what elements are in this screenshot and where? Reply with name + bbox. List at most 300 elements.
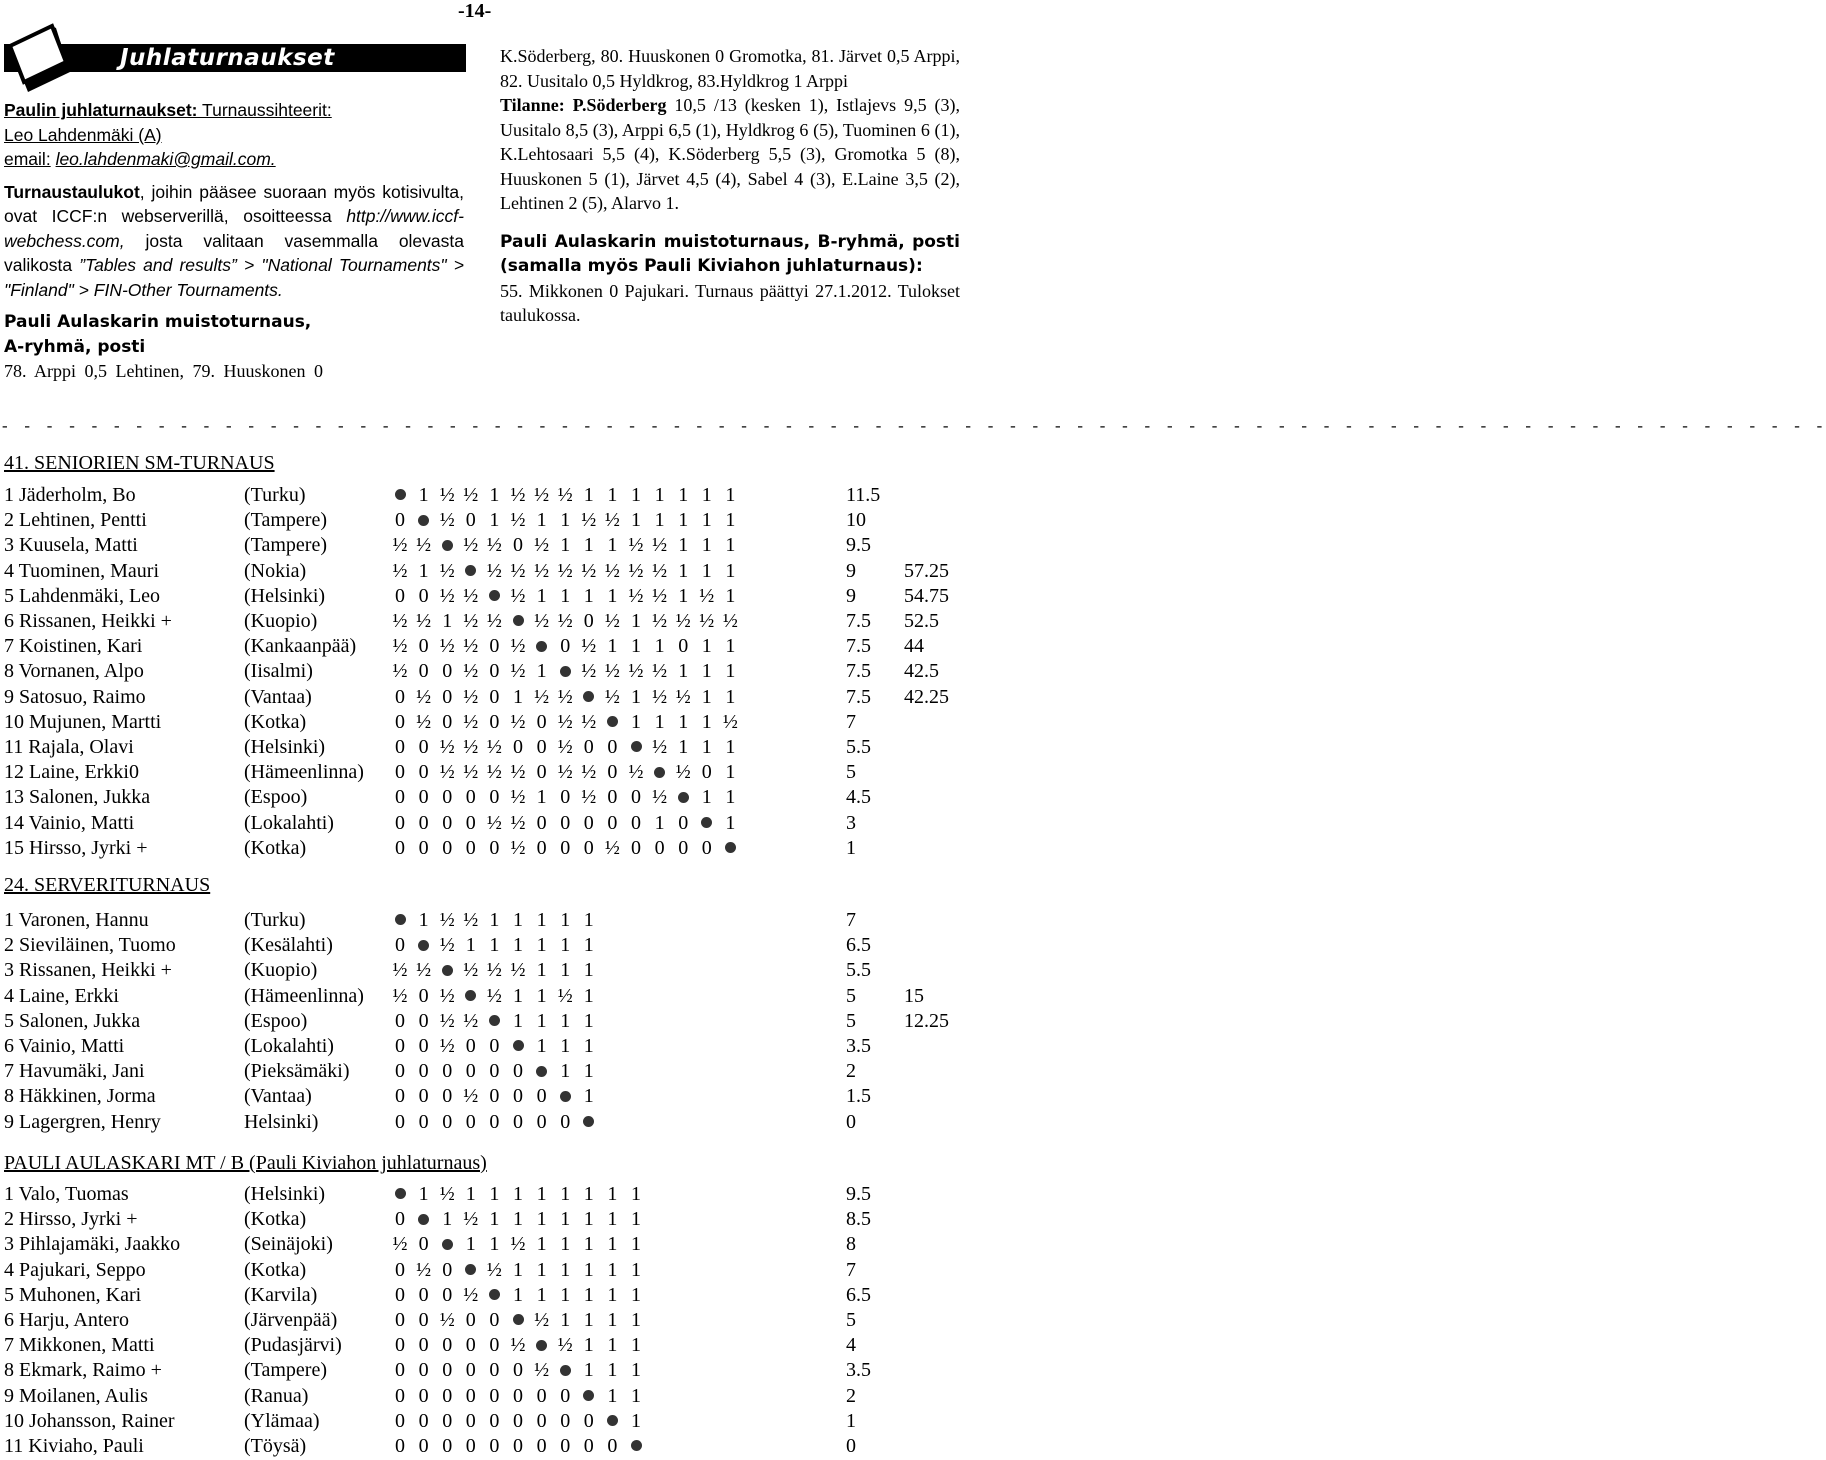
result-cell: 1 (701, 710, 712, 733)
result-cell: 0 (442, 1409, 453, 1432)
total-points: 1 (846, 1409, 856, 1432)
result-cell: ½ (557, 984, 573, 1007)
intro-rest: Turnaussihteerit: (197, 100, 332, 120)
self-cell-dot-icon (607, 1415, 618, 1426)
result-cell: 1 (607, 1359, 618, 1382)
total-points: 5 (846, 761, 856, 784)
self-cell-dot-icon (678, 792, 689, 803)
result-cell: 1 (560, 1035, 571, 1057)
result-cell: 1 (489, 509, 500, 532)
player-name: 5 Muhonen, Kari (4, 1283, 142, 1306)
self-cell-dot-icon (418, 515, 429, 526)
result-cell: ½ (557, 685, 573, 708)
result-cell: 0 (395, 710, 405, 733)
player-name: 2 Lehtinen, Pentti (4, 509, 147, 532)
result-cell: 1 (583, 984, 594, 1007)
result-cell (459, 559, 483, 584)
result-cell: ½ (604, 559, 620, 582)
total-points: 9 (846, 559, 856, 582)
group-a-heading (4, 310, 464, 359)
result-cell: 0 (607, 811, 618, 834)
intro-bold: Paulin juhlaturnaukset: (4, 100, 198, 120)
result-cell: 0 (395, 811, 405, 834)
total-points: 6.5 (846, 934, 871, 957)
result-cell: 1 (465, 1183, 476, 1205)
result-cell: ½ (699, 610, 715, 632)
player-name: 10 Johansson, Rainer (4, 1409, 175, 1432)
left-column (4, 98, 464, 384)
result-cell: 1 (583, 1208, 594, 1231)
result-cell: 0 (465, 1110, 476, 1133)
result-cell: 0 (418, 811, 429, 834)
result-cell: 0 (418, 786, 429, 809)
result-cell: 0 (536, 1085, 547, 1108)
result-cell: 1 (631, 1183, 641, 1205)
result-cell: 0 (418, 635, 429, 658)
result-cell: 0 (560, 1384, 571, 1407)
result-cell: 0 (583, 610, 594, 632)
tiebreak-score: 42.5 (904, 660, 939, 683)
result-cell: ½ (439, 584, 455, 607)
result-cell: 0 (442, 685, 453, 708)
result-cell: ½ (534, 534, 550, 557)
player-name: 2 Hirsso, Jyrki + (4, 1208, 138, 1231)
result-cell: 1 (701, 635, 712, 658)
player-name: 8 Vornanen, Alpo (4, 660, 144, 683)
result-cell: 1 (560, 1233, 571, 1256)
result-cell: ½ (486, 959, 502, 982)
result-cell: 1 (583, 959, 594, 982)
tiebreak-score: 52.5 (904, 610, 939, 632)
result-cell: 0 (442, 710, 453, 733)
tiebreak-score: 57.25 (904, 559, 949, 582)
self-cell-dot-icon (560, 1365, 571, 1376)
player-name: 8 Häkkinen, Jorma (4, 1085, 156, 1108)
result-cell: 1 (513, 1009, 523, 1032)
total-points: 7 (846, 1258, 856, 1281)
result-cell: 1 (678, 534, 689, 557)
result-cell: ½ (557, 559, 573, 582)
result-cell: 0 (395, 584, 405, 607)
total-points: 5 (846, 1009, 856, 1032)
result-cell: 0 (513, 1409, 523, 1432)
self-cell-dot-icon (583, 1390, 594, 1401)
result-cell: 1 (607, 484, 618, 506)
player-name: 7 Mikkonen, Matti (4, 1334, 155, 1357)
player-name: 7 Koistinen, Kari (4, 635, 143, 658)
result-cell: 1 (442, 1208, 453, 1231)
result-cell: ½ (392, 559, 408, 582)
result-cell: 0 (395, 836, 405, 859)
result-cell: 1 (583, 1283, 594, 1306)
result-cell: 0 (418, 1233, 429, 1256)
result-cell: 1 (631, 610, 641, 632)
table-title: 24. SERVERITURNAUS (4, 874, 211, 896)
result-cell: ½ (604, 509, 620, 532)
result-cell: ½ (486, 610, 502, 632)
result-cell (600, 1409, 624, 1434)
result-cell (553, 659, 577, 684)
player-name: 5 Salonen, Jukka (4, 1009, 141, 1032)
result-cell: 1 (583, 1085, 594, 1108)
result-cell: 0 (395, 1060, 405, 1083)
result-cell (530, 634, 554, 659)
player-name: 13 Salonen, Jukka (4, 786, 151, 809)
result-cell: 1 (583, 1060, 594, 1083)
player-name: 4 Tuominen, Mauri (4, 559, 160, 582)
total-points: 3.5 (846, 1359, 871, 1382)
result-cell: ½ (463, 1208, 479, 1231)
group-a-heading-line2: A-ryhmä, posti (4, 336, 146, 357)
self-cell-dot-icon (395, 489, 406, 500)
player-name: 10 Mujunen, Martti (4, 710, 162, 733)
player-name: 9 Moilanen, Aulis (4, 1384, 148, 1407)
result-cell: 0 (418, 984, 429, 1007)
result-cell: 0 (583, 1409, 594, 1432)
self-cell-dot-icon (631, 741, 642, 752)
tables-text-2: josta valitaan vasemmalla olevasta valikosta (4, 230, 464, 275)
result-cell: 1 (678, 736, 689, 758)
self-cell-dot-icon (513, 1040, 524, 1051)
result-cell: 0 (395, 1009, 405, 1032)
player-name: 15 Hirsso, Jyrki + (4, 836, 148, 859)
result-cell: 0 (395, 1283, 405, 1306)
result-cell: 1 (607, 534, 618, 557)
result-cell: 1 (631, 1409, 641, 1432)
result-cell: 1 (607, 1233, 618, 1256)
player-name: 1 Varonen, Hannu (4, 909, 149, 931)
result-cell (412, 508, 436, 533)
result-cell: 1 (678, 584, 689, 607)
total-points: 7.5 (846, 610, 871, 632)
result-cell: ½ (510, 786, 526, 809)
result-cell: ½ (652, 534, 668, 557)
tiebreak-score: 15 (904, 984, 924, 1007)
result-cell: ½ (486, 1258, 502, 1281)
player-name: 11 Kiviaho, Pauli (4, 1435, 144, 1457)
result-cell: 0 (465, 1035, 476, 1057)
player-city: (Vantaa) (244, 1085, 312, 1108)
standings-paragraph (500, 93, 960, 216)
result-cell (482, 584, 506, 609)
result-cell: ½ (510, 1233, 526, 1256)
result-cell: 0 (654, 836, 665, 859)
result-cell: 0 (442, 1384, 453, 1407)
result-cell: ½ (581, 710, 597, 733)
result-cell: ½ (463, 1085, 479, 1108)
result-cell (530, 1333, 554, 1358)
result-cell: 0 (418, 1309, 429, 1331)
result-cell: 0 (513, 1384, 523, 1407)
result-cell (671, 785, 695, 810)
result-cell: ½ (581, 559, 597, 582)
player-city: (Karvila) (244, 1283, 318, 1306)
result-cell: ½ (652, 610, 668, 632)
result-cell: 1 (607, 1258, 618, 1281)
result-cell: 0 (465, 1359, 476, 1382)
result-cell: 0 (418, 736, 429, 758)
self-cell-dot-icon (489, 1015, 500, 1026)
total-points: 9 (846, 584, 856, 607)
result-cell (412, 933, 436, 958)
result-cell: 1 (725, 484, 736, 506)
result-cell: 1 (560, 959, 571, 982)
result-cell: 0 (631, 836, 641, 859)
result-cell: 1 (654, 509, 665, 532)
result-cell: 0 (513, 736, 523, 758)
self-cell-dot-icon (654, 767, 665, 778)
result-cell: ½ (486, 984, 502, 1007)
result-cell: ½ (581, 761, 597, 784)
result-cell: ½ (463, 1009, 479, 1032)
result-cell: 1 (560, 1258, 571, 1281)
result-cell: 1 (536, 1208, 547, 1231)
total-points: 2 (846, 1384, 856, 1407)
total-points: 6.5 (846, 1283, 871, 1306)
result-cell: ½ (392, 635, 408, 658)
player-city: (Seinäjoki) (244, 1233, 333, 1256)
player-city: (Kesälahti) (244, 934, 333, 957)
player-city: (Tampere) (244, 1359, 327, 1382)
result-cell (459, 1258, 483, 1283)
result-cell: ½ (439, 761, 455, 784)
result-cell: 0 (465, 786, 476, 809)
result-cell: ½ (463, 635, 479, 658)
result-cell: 0 (418, 1359, 429, 1382)
result-cell: 1 (678, 660, 689, 683)
result-cell: 1 (701, 660, 712, 683)
result-cell: ½ (652, 685, 668, 708)
result-cell: 0 (489, 1035, 500, 1057)
result-cell: ½ (463, 1283, 479, 1306)
result-cell: 0 (583, 736, 594, 758)
result-cell (600, 710, 624, 735)
result-cell: ½ (534, 685, 550, 708)
result-cell: 0 (489, 685, 500, 708)
result-cell: 1 (631, 1208, 641, 1231)
result-cell: 1 (631, 635, 641, 658)
result-cell: 0 (442, 1085, 453, 1108)
result-cell: ½ (604, 836, 620, 859)
player-name: 1 Jäderholm, Bo (4, 484, 136, 506)
player-city: (Tampere) (244, 509, 327, 532)
result-cell: ½ (439, 1035, 455, 1057)
total-points: 5 (846, 984, 856, 1007)
total-points: 10 (846, 509, 866, 532)
result-cell: 1 (513, 984, 523, 1007)
result-cell (530, 1059, 554, 1084)
result-cell: 1 (489, 484, 500, 506)
result-cell: 1 (701, 786, 712, 809)
result-cell: 0 (536, 1110, 547, 1133)
result-cell: ½ (628, 534, 644, 557)
total-points: 3 (846, 811, 856, 834)
result-cell: 0 (489, 1359, 500, 1382)
result-cell: 1 (489, 1183, 500, 1205)
result-cell: 1 (513, 685, 523, 708)
total-points: 1 (846, 836, 856, 859)
result-cell: ½ (581, 660, 597, 683)
result-cell: 1 (725, 584, 736, 607)
iccf-url-link[interactable]: http://www.iccf-webchess.com, (4, 206, 464, 251)
result-cell (577, 685, 601, 710)
result-cell: 0 (418, 1409, 429, 1432)
result-cell: 0 (418, 584, 429, 607)
player-name: 6 Harju, Antero (4, 1309, 129, 1331)
result-cell: 0 (536, 811, 547, 834)
result-cell: 0 (583, 1435, 594, 1457)
player-city: (Vantaa) (244, 685, 312, 708)
result-cell: ½ (510, 559, 526, 582)
result-cell: 1 (536, 1009, 547, 1032)
result-cell: 0 (395, 1258, 405, 1281)
result-cell: 0 (395, 1085, 405, 1108)
total-points: 7 (846, 909, 856, 931)
result-cell: 0 (631, 786, 641, 809)
result-cell: 0 (513, 1435, 523, 1457)
result-cell: 1 (583, 1035, 594, 1057)
total-points: 9.5 (846, 1183, 871, 1205)
result-cell: ½ (534, 1309, 550, 1331)
result-cell (695, 811, 719, 836)
result-cell: 0 (489, 1085, 500, 1108)
result-cell: 0 (489, 1334, 500, 1357)
result-cell (435, 958, 459, 983)
result-cell: ½ (463, 584, 479, 607)
result-cell: 1 (513, 1208, 523, 1231)
player-name: 4 Pajukari, Seppo (4, 1258, 146, 1281)
result-cell: 0 (395, 1359, 405, 1382)
total-points: 0 (846, 1435, 856, 1457)
result-cell: 0 (395, 685, 405, 708)
result-cell: 1 (678, 559, 689, 582)
result-cell (435, 1232, 459, 1257)
self-cell-dot-icon (465, 565, 476, 576)
table-title: PAULI AULASKARI MT / B (Pauli Kiviahon juhlaturnaus) (4, 1152, 487, 1174)
player-name: 8 Ekmark, Raimo + (4, 1359, 162, 1382)
total-points: 5.5 (846, 736, 871, 758)
result-cell: 0 (395, 1309, 405, 1331)
total-points: 9.5 (846, 534, 871, 557)
total-points: 4 (846, 1334, 856, 1357)
total-points: 7.5 (846, 635, 871, 658)
result-cell: ½ (463, 484, 479, 506)
result-cell: 1 (607, 635, 618, 658)
result-cell: 1 (631, 1334, 641, 1357)
result-cell: 0 (536, 761, 547, 784)
result-cell: 1 (725, 786, 736, 809)
result-cell: ½ (439, 984, 455, 1007)
result-cell: 1 (725, 685, 736, 708)
result-cell: ½ (722, 610, 738, 632)
total-points: 0 (846, 1110, 856, 1133)
result-cell: 0 (560, 1110, 571, 1133)
result-cell: 1 (725, 635, 736, 658)
result-cell: ½ (392, 610, 408, 632)
tables-text: , joihin pääsee suoraan myös kotisivulta, ovat ICCF:n webserverillä, osoitteessa (4, 181, 464, 226)
player-name: 4 Laine, Erkki (4, 984, 119, 1007)
result-cell: ½ (510, 635, 526, 658)
player-name: 12 Laine, Erkki0 (4, 761, 139, 784)
result-cell: ½ (510, 836, 526, 859)
result-cell: 1 (536, 1233, 547, 1256)
result-cell: 1 (725, 559, 736, 582)
result-cell: 1 (560, 934, 571, 957)
result-cell: 0 (395, 1035, 405, 1057)
player-city: (Kotka) (244, 1258, 307, 1281)
result-cell: ½ (439, 1183, 455, 1205)
player-name: 9 Satosuo, Raimo (4, 685, 146, 708)
result-cell (412, 1207, 436, 1232)
result-cell: 0 (442, 1334, 453, 1357)
email-label: email: (4, 149, 51, 169)
player-city: (Pudasjärvi) (244, 1334, 342, 1357)
tiebreak-score: 12.25 (904, 1009, 949, 1032)
result-cell: 0 (560, 836, 571, 859)
result-cell: ½ (652, 584, 668, 607)
result-cell: 1 (631, 685, 641, 708)
result-cell: ½ (675, 685, 691, 708)
result-cell: 0 (418, 1060, 429, 1083)
self-cell-dot-icon (583, 691, 594, 702)
result-cell: 0 (536, 1409, 547, 1432)
result-cell: 0 (418, 1283, 429, 1306)
player-city: (Turku) (244, 909, 306, 931)
result-cell: ½ (463, 736, 479, 758)
result-cell: 1 (678, 484, 689, 506)
result-cell: 1 (678, 509, 689, 532)
result-cell: 1 (631, 1384, 641, 1407)
result-cell: 0 (489, 1409, 500, 1432)
result-cell: ½ (652, 660, 668, 683)
self-cell-dot-icon (536, 1066, 547, 1077)
email-link[interactable]: leo.lahdenmaki@gmail.com. (55, 149, 276, 169)
result-cell: ½ (486, 736, 502, 758)
result-cell: 1 (583, 1233, 594, 1256)
result-cell: 0 (442, 811, 453, 834)
total-points: 7.5 (846, 660, 871, 683)
result-cell: 1 (607, 1183, 618, 1205)
result-cell (482, 1009, 506, 1034)
result-cell: 0 (418, 1009, 429, 1032)
result-cell: 1 (418, 909, 429, 931)
self-cell-dot-icon (489, 1289, 500, 1300)
result-cell (435, 533, 459, 558)
result-cell: 1 (536, 909, 547, 931)
result-cell: 0 (442, 1283, 453, 1306)
result-cell: 1 (442, 610, 453, 632)
result-cell: 0 (536, 1384, 547, 1407)
games-continued: K.Söderberg, 80. Huuskonen 0 Gromotka, 81. Järvet 0,5 Arppi, 82. Uusitalo 0,5 Hyldkrog, 83.Hyldkrog 1 Arppi (500, 46, 960, 91)
result-cell: 1 (631, 1283, 641, 1306)
result-cell: ½ (463, 685, 479, 708)
result-cell: ½ (534, 610, 550, 632)
result-cell: 1 (725, 736, 736, 758)
player-city: (Kuopio) (244, 610, 318, 632)
result-cell: 1 (513, 909, 523, 931)
player-city: (Kotka) (244, 1208, 307, 1231)
result-cell: 0 (489, 1384, 500, 1407)
result-cell: ½ (699, 584, 715, 607)
result-cell: 0 (489, 635, 500, 658)
result-cell: 0 (489, 660, 500, 683)
result-cell: 1 (536, 660, 547, 683)
self-cell-dot-icon (465, 990, 476, 1001)
result-cell: 1 (583, 1309, 594, 1331)
tiebreak-score: 42.25 (904, 685, 949, 708)
result-cell: 0 (465, 1409, 476, 1432)
result-cell: ½ (439, 736, 455, 758)
